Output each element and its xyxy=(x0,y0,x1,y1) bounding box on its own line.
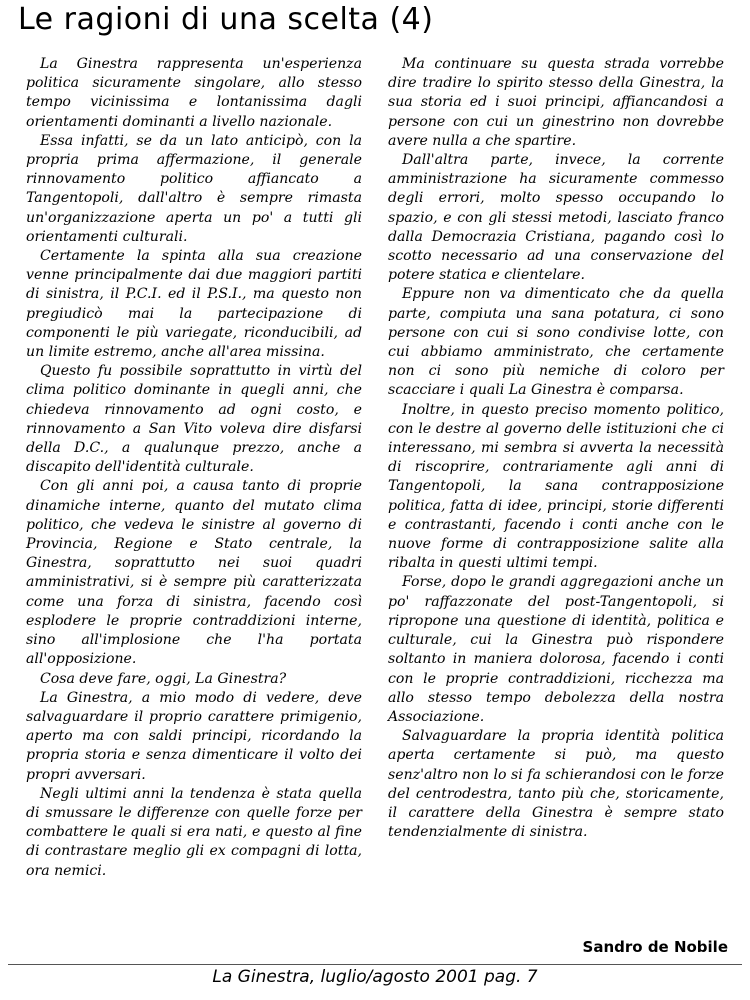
left-column xyxy=(26,55,362,881)
paragraph: Con gli anni poi, a causa tanto di proprie dinamiche interne, quanto del mutato clima politico, che vedeva le sinistre al governo di Provincia, Regione e Stato centrale, la Ginestra, soprattutto nei suoi quadri amministrativi, si è sempre più caratterizzata come una forza di sinistra, facendo così esplodere le proprie contraddizioni interne, sino all'implosione che l'ha portata all'opposizione. xyxy=(26,478,362,668)
author-signature: Sandro de Nobile xyxy=(582,938,728,956)
right-column xyxy=(388,55,724,842)
paragraph: Negli ultimi anni la tendenza è stata quella di smussare le differenze con quelle forze per combattere le quali si era nati, e questo al fine di contrastare meglio gli ex compagni di lotta, ora nemici. xyxy=(26,785,362,879)
paragraph: Salvaguardare la propria identità politica aperta certamente si può, ma questo senz'altro non lo si fa schierandosi con le forze del centrodestra, tanto più che, storicamente, il carattere della Ginestra è sempre stato tendenzialmente di sinistra. xyxy=(388,728,724,841)
paragraph: Certamente la spinta alla sua creazione venne principalmente dai due maggiori partiti di sinistra, il P.C.I. ed il P.S.I., ma questo non pregiudicò mai la partecipazione di componenti le più variegate, riconducibili, ad un limite estremo, anche all'area missina. xyxy=(26,248,362,361)
footer-divider xyxy=(8,964,742,965)
paragraph: Forse, dopo le grandi aggregazioni anche un po' raffazzonate del post-Tangentopoli, si ripropone una questione di identità, politica e culturale, cui la Ginestra può rispondere soltanto in maniera dolorosa, facendo i conti con le proprie contraddizioni, ricchezza ma allo stesso tempo debolezza della nostra Associazione. xyxy=(388,574,724,725)
paragraph: Ma continuare su questa strada vorrebbe dire tradire lo spirito stesso della Ginestra, la sua storia ed i suoi principi, affiancandosi a persone con cui un ginestrino non dovrebbe avere nulla a che spartire. xyxy=(388,56,724,149)
paragraph: La Ginestra, a mio modo di vedere, deve salvaguardare il proprio carattere primigenio, aperto ma con saldi principi, ricordando la propria storia e senza dimenticare il volto dei propri avversari. xyxy=(26,689,362,783)
paragraph: Inoltre, in questo preciso momento politico, con le destre al governo delle istituzioni che ci interessano, mi sembra si avverta la necessità di riscoprire, contrariamente agli anni di Tangentopoli, la sana contrapposizione politica, fatta di idee, principi, storie differenti e contrastanti, facendo i conti anche con le nuove forme di contrapposizione salite alla ribalta in questi ultimi tempi. xyxy=(388,401,724,572)
paragraph: Questo fu possibile soprattutto in virtù del clima politico dominante in quegli anni, che chiedeva rinnovamento ad ogni costo, e rinnovamento a San Vito voleva dire disfarsi della D.C., a qualunque prezzo, anche a discapito dell'identità culturale. xyxy=(26,363,362,476)
paragraph: Eppure non va dimenticato che da quella parte, compiuta una sana potatura, ci sono persone con cui si sono condivise lotte, con cui abbiamo amministrato, che certamente non ci sono più nemiche di coloro per scacciare i quali La Ginestra è comparsa. xyxy=(388,286,724,399)
paragraph: La Ginestra rappresenta un'esperienza politica sicuramente singolare, allo stesso tempo vicinissima e lontanissima dagli orientamenti dominanti a livello nazionale. xyxy=(26,56,362,130)
paragraph: Cosa deve fare, oggi, La Ginestra? xyxy=(40,670,287,687)
article-title: Le ragioni di una scelta (4) xyxy=(18,2,434,37)
paragraph: Essa infatti, se da un lato anticipò, con la propria prima affermazione, il generale rinnovamento politico affiancato a Tangentopoli, dall'altro è sempre rimasta un'organizzazione aperta un po' a tutti gli orientamenti culturali. xyxy=(26,132,362,245)
paragraph: Dall'altra parte, invece, la corrente amministrazione ha sicuramente commesso degli errori, molto spesso occupando lo spazio, e con gli stessi metodi, lasciato franco dalla Democrazia Cristiana, pagando così lo scotto necessario ad una conservazione del potere statica e clientelare. xyxy=(388,152,724,284)
page-footer: La Ginestra, luglio/agosto 2001 pag. 7 xyxy=(212,967,538,987)
